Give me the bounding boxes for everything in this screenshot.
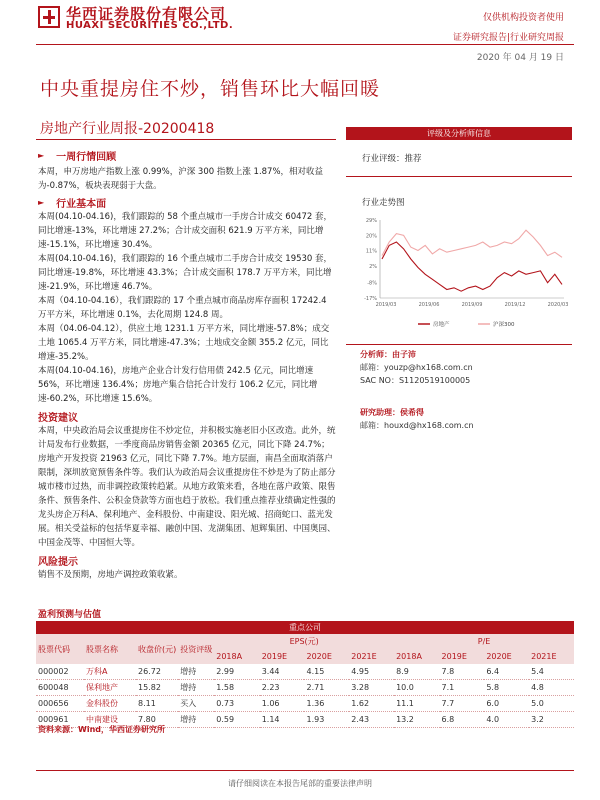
header-rule: [36, 44, 574, 45]
cell-value: 2.99: [214, 664, 259, 680]
analyst2-email[interactable]: 邮箱：houxd@hx168.com.cn: [360, 421, 474, 430]
cell-value: 11.1: [394, 696, 439, 712]
series-line-csi300: [382, 230, 562, 257]
cell-value: 0.73: [214, 696, 259, 712]
year-header: 2018A: [394, 649, 439, 664]
cell-value: 7.8: [440, 664, 485, 680]
y-tick-label: 29%: [365, 218, 377, 224]
legend-label: 房地产: [433, 322, 450, 328]
col-code: 股票代码: [36, 634, 84, 664]
cell-rating: 买入: [178, 696, 214, 712]
year-header: 2020E: [484, 649, 529, 664]
page-title: 中央重提房住不炒，销售环比大幅回暖: [40, 78, 381, 100]
invest-body: 本周，中央政治局会议重提房住不炒定位，并积极实施老旧小区改造。此外，统计局发布行业数据，一季度商品房销售金额 20365 亿元，同比下降 24.7%；房地产开发投资 21963 亿元，同比下降 7.7%。地方层面，南昌全面取消落户限制，深圳放宽预售条件等。我们认为政治局会议重提房住不炒是为了防止部分城市楼市过热，而非调控政策转趋紧。从地方政策来看，各地在落户政策、限售条件、预售条件、公积金贷款等方面也趋于放松。我们重点推荐业绩确定性强的龙头房企万科A、保利地产、金科股份、中南建设、阳光城、招商蛇口、蓝光发展。相关受益标的包括华夏幸福、融创中国、龙湖集团、旭辉集团、中国奥园、中国金茂等、中国恒大等。: [38, 426, 336, 548]
cell-value: 5.4: [529, 664, 574, 680]
cell-code: 600048: [36, 680, 84, 696]
x-tick-label: 2019/12: [504, 302, 526, 308]
section-weekly-title: 一周行情回顾: [56, 152, 117, 163]
cell-value: 1.58: [214, 680, 259, 696]
cell-value: 4.0: [484, 712, 529, 728]
cell-value: 4.15: [304, 664, 349, 680]
cell-value: 13.2: [394, 712, 439, 728]
table-row: [36, 696, 574, 712]
x-axis: [376, 298, 569, 308]
col-rating: 投资评级: [178, 634, 214, 664]
cell-value: 3.44: [260, 664, 305, 680]
cell-value: 4.8: [529, 680, 574, 696]
eps-header: EPS(元): [214, 634, 394, 649]
fundamentals-p5: 本周(04.10-04.16)，房地产企业合计发行信用债 242.5 亿元，同比增速 56%，环比增速 136.4%；房地产集合信托合计发行 106.2 亿元，同比增速-60.2%，环比增速 15.6%。: [38, 366, 318, 404]
cell-price: 7.80: [136, 712, 178, 728]
logo-en: HUAXI SECURITIES CO.,LTD.: [66, 20, 234, 31]
col-name: 股票名称: [84, 634, 136, 664]
main-column: [38, 148, 338, 582]
cell-price: 15.82: [136, 680, 178, 696]
cell-code: 000961: [36, 712, 84, 728]
bullet-icon: ►: [38, 198, 45, 207]
cell-rating: 增持: [178, 712, 214, 728]
section-invest-title: 投资建议: [38, 413, 78, 424]
cell-value: 5.0: [529, 696, 574, 712]
fundamentals-p4: 本周（04.06-04.12），供应土地 1231.1 万平方米，同比增速-57.8%；成交土地 1065.4 万平方米，同比增速-47.3%；土地成交金额 355.2 亿元，同比增速-35.2%。: [38, 324, 330, 362]
y-tick-label: 11%: [365, 248, 377, 255]
legend-label: 沪深300: [493, 322, 515, 328]
fundamentals-p1: 本周(04.10-04.16)，我们跟踪的 58 个重点城市一手房合计成交 60472 套，同比增速-13%，环比增速 27.2%；合计成交面积 621.9 万平方米，同比增速-15.1%，环比增速 30.4%。: [38, 212, 333, 250]
cell-value: 2.23: [260, 680, 305, 696]
cell-value: 6.8: [440, 712, 485, 728]
chart-legend: [418, 320, 515, 328]
col-price: 收盘价(元): [136, 634, 178, 664]
sidebar-header: 评级及分析师信息: [346, 127, 572, 140]
year-header: 2018A: [214, 649, 259, 664]
year-header: 2021E: [529, 649, 574, 664]
table-source: 资料来源：Wind，华西证券研究所: [38, 725, 165, 734]
table-row: [36, 680, 574, 696]
analyst2-title: 研究助理：侯希得: [360, 408, 424, 417]
audience-note: 仅供机构投资者使用: [482, 13, 564, 23]
cell-value: 10.0: [394, 680, 439, 696]
cell-value: 7.7: [440, 696, 485, 712]
cell-value: 5.8: [484, 680, 529, 696]
cell-name: 金科股份: [84, 696, 136, 712]
cell-price: 26.72: [136, 664, 178, 680]
x-tick-label: 2019/09: [461, 302, 483, 308]
cell-value: 2.71: [304, 680, 349, 696]
subtitle-rule: [36, 139, 336, 140]
cell-value: 6.4: [484, 664, 529, 680]
table-row: [36, 664, 574, 680]
table-group-header: 重点公司: [36, 621, 574, 634]
trend-chart: [346, 212, 572, 338]
cell-price: 8.11: [136, 696, 178, 712]
cell-value: 1.93: [304, 712, 349, 728]
cell-value: 1.62: [349, 696, 394, 712]
cell-name: 中南建设: [84, 712, 136, 728]
trend-title: 行业走势图: [362, 198, 405, 208]
report-date: 2020 年 04 月 19 日: [476, 53, 564, 63]
year-header: 2019E: [260, 649, 305, 664]
y-tick-label: 2%: [369, 263, 377, 270]
cell-name: 保利地产: [84, 680, 136, 696]
x-tick-label: 2019/06: [418, 302, 440, 308]
cell-value: 1.36: [304, 696, 349, 712]
section-fundamentals-title: 行业基本面: [56, 199, 107, 210]
y-tick-label: 20%: [365, 233, 377, 240]
cell-value: 7.1: [440, 680, 485, 696]
analyst1-email[interactable]: 邮箱：youzp@hx168.com.cn: [360, 363, 473, 372]
cell-value: 6.0: [484, 696, 529, 712]
cell-code: 000002: [36, 664, 84, 680]
cell-value: 3.2: [529, 712, 574, 728]
y-tick-label: -17%: [364, 296, 377, 302]
cell-rating: 增持: [178, 664, 214, 680]
cell-name: 万科A: [84, 664, 136, 680]
bullet-icon: ►: [38, 151, 45, 160]
year-header: 2020E: [304, 649, 349, 664]
logo-mark-icon: [38, 6, 60, 28]
year-header: 2021E: [349, 649, 394, 664]
x-tick-label: 2019/03: [375, 302, 397, 308]
table-caption: 盈利预测与估值: [38, 610, 102, 620]
sidebar-rule: [346, 176, 572, 177]
cell-value: 1.14: [260, 712, 305, 728]
analyst1-sac: SAC NO：S1120519100005: [360, 376, 471, 385]
footer-rule: [36, 770, 574, 771]
risk-body: 销售不及预期，房地产调控政策收紧。: [38, 570, 183, 580]
cell-value: 3.28: [349, 680, 394, 696]
series-line-property: [382, 242, 562, 291]
series-lines: [382, 230, 562, 291]
cell-value: 4.95: [349, 664, 394, 680]
y-axis: [364, 218, 380, 302]
cell-value: 0.59: [214, 712, 259, 728]
report-type: 证券研究报告|行业研究周报: [452, 33, 564, 43]
cell-value: 2.43: [349, 712, 394, 728]
analyst1-title: 分析师：由子沛: [360, 350, 416, 359]
weekly-body: 本周，申万房地产指数上涨 0.99%，沪深 300 指数上涨 1.87%，相对收益为-0.87%，板块表现弱于大盘。: [38, 167, 324, 191]
industry-rating: 行业评级：推荐: [362, 154, 422, 164]
cell-value: 1.06: [260, 696, 305, 712]
pe-header: P/E: [394, 634, 574, 649]
fundamentals-p3: 本周（04.10-04.16），我们跟踪的 17 个重点城市商品房库存面积 17242.4 万平方米，环比增速 0.1%，去化周期 124.8 周。: [38, 296, 327, 320]
footer-disclaimer[interactable]: 请仔细阅读在本报告尾部的重要法律声明: [228, 779, 372, 788]
page-subtitle: 房地产行业周报-20200418: [40, 121, 215, 137]
x-tick-label: 2020/03: [547, 302, 569, 308]
cell-rating: 增持: [178, 680, 214, 696]
y-tick-label: -8%: [367, 280, 377, 287]
fundamentals-p2: 本周(04.10-04.16)，我们跟踪的 16 个重点城市二手房合计成交 19530 套，同比增速-19.8%，环比增速 43.3%；合计成交面积 178.7 万平方米，同比增速-21.9%，环比增速 46.7%。: [38, 254, 333, 292]
cell-code: 000656: [36, 696, 84, 712]
forecast-table: [36, 621, 574, 728]
section-risk-title: 风险提示: [38, 557, 78, 568]
cell-value: 8.9: [394, 664, 439, 680]
logo-cn: 华西证券股份有限公司: [66, 5, 227, 23]
table-header-row: [36, 634, 574, 649]
year-header: 2019E: [440, 649, 485, 664]
sidebar-rule: [346, 344, 572, 345]
